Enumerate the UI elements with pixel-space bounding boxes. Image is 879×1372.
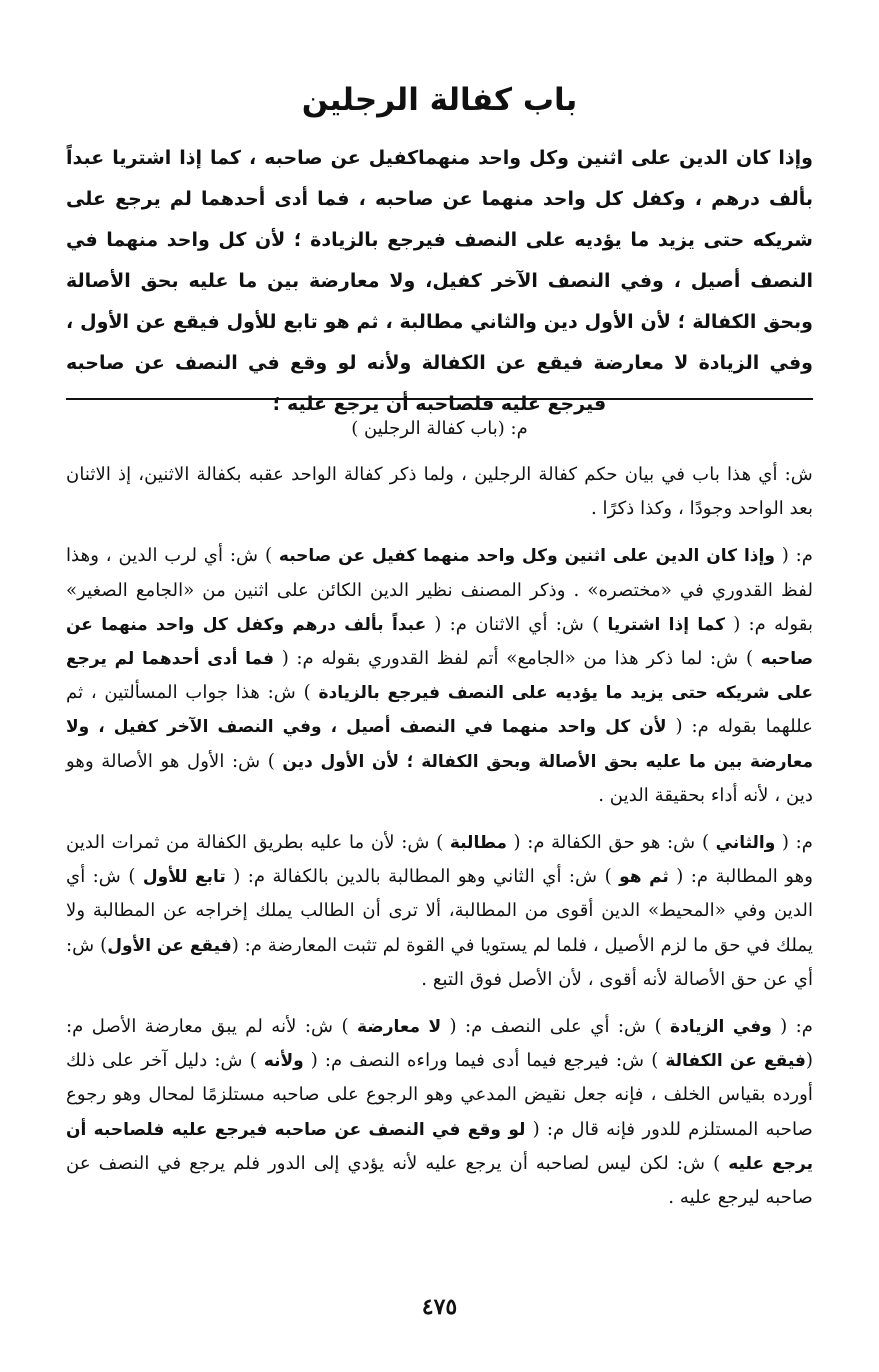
commentary-segment: ) ش: أي الدين وفي «المحيط» الدين أقوى من المطالبة، ألا ترى أن الطالب يملك إخراجه عن المطالبة ولا يملك في حق ما لزم الأصيل ، فلما لم يستويا في القوة لم تثبت المعارضة م: ( <box>66 866 813 956</box>
commentary-segment: م: ( <box>771 1016 813 1038</box>
separator-line <box>66 398 813 400</box>
commentary-segment: ) ش: هذا جواب المسألتين ، ثم عللهما بقوله م: ( <box>66 682 813 738</box>
commentary-segment: ) ش: أي الثاني وهو المطالبة بالدين بالكفالة م: ( <box>225 866 620 888</box>
commentary-segment: ) ش: فيرجع فيما أدى فيما وراءه النصف م: ( <box>303 1050 666 1072</box>
quoted-matn: لو وقع في النصف عن صاحبه فيرجع عليه فلصاحبه أن يرجع عليه <box>66 1119 813 1174</box>
commentary-segment: ) ش: لما ذكر هذا من «الجامع» أتم لفظ القدوري بقوله م: ( <box>274 648 761 670</box>
main-text: وإذا كان الدين على اثنين وكل واحد منهماكفيل عن صاحبه ، كما إذا اشتريا عبداً بألف درهم ، وكفل كل واحد منهما عن صاحبه ، فما أدى أحدهما لم يرجع على شريكه حتى يزيد ما يؤديه على النصف فيرجع بالزيادة ؛ لأن كل واحد منهما في النصف أصيل ، وفي النصف الآخر كفيل، ولا معارضة بين ما عليه بحق الأصالة وبحق الكفالة ؛ لأن الأول دين والثاني مطالبة ، ثم هو تابع للأول فيقع عن الأول ، وفي الزيادة لا معارضة فيقع عن الكفالة ولأنه لو وقع في النصف عن صاحبه فيرجع عليه فلصاحبه أن يرجع عليه ؛ <box>66 147 813 415</box>
commentary-paragraph <box>66 458 813 526</box>
commentary-paragraph <box>66 539 813 813</box>
commentary-segment: ) ش: أي عن حق الأصالة لأنه أقوى ، لأن الأصل فوق التبع . <box>66 934 813 990</box>
quoted-matn: فيقع عن الأول <box>107 935 232 956</box>
commentary-segment: م: ( <box>774 545 813 567</box>
commentary-segment: م: ( <box>775 832 813 854</box>
quoted-matn: لأن كل واحد منهما في النصف أصيل ، وفي النصف الآخر كفيل ، ولا معارضة بين ما عليه بحق الأصالة وبحق الكفالة ؛ لأن الأول دين <box>66 717 813 772</box>
quoted-matn: عبداً بألف درهم وكفل كل واحد منهما عن صاحبه <box>66 614 813 670</box>
page-number: ٤٧٥ <box>421 1294 458 1320</box>
commentary-segment: ) ش: الأول هو الأصالة وهو دين ، لأنه أداء بحقيقة الدين . <box>66 750 813 806</box>
quoted-matn: ولأنه <box>263 1051 304 1072</box>
commentary-segment: ) ش: دليل آخر على ذلك أورده بقياس الخلف ، فإنه جعل نقيض المدعي وهو الرجوع على صاحبه مستلزمًا لمحال وهو رجوع صاحبه المستلزم للدور فإنه قال م: ( <box>66 1050 813 1140</box>
quoted-matn: مطالبة <box>449 833 507 854</box>
commentary-text <box>66 458 813 1228</box>
quoted-matn: كما إذا اشتريا <box>607 614 726 635</box>
quoted-matn: وفي الزيادة <box>670 1017 772 1038</box>
quoted-matn: فيقع عن الكفالة <box>665 1051 806 1072</box>
chapter-title: باب كفالة الرجلين <box>301 82 578 118</box>
quoted-matn: والثاني <box>715 833 776 854</box>
quoted-matn: تابع للأول <box>142 867 226 888</box>
commentary-segment: ) ش: أي على النصف م: ( <box>441 1016 671 1038</box>
commentary-heading: م: (باب كفالة الرجلين ) <box>351 418 528 439</box>
commentary-segment: ) ش: لأنه لم يبق معارضة الأصل م: ( <box>66 1016 814 1072</box>
commentary-paragraph <box>66 826 813 997</box>
commentary-segment: ) ش: لكن ليس لصاحبه أن يرجع عليه لأنه يؤدي إلى الدور فلم يرجع في النصف عن صاحبه ليرجع عليه . <box>66 1152 813 1209</box>
commentary-segment: ) ش: أي الاثنان م: ( <box>426 613 608 635</box>
quoted-matn: لا معارضة <box>356 1017 442 1038</box>
commentary-segment: ) ش: هو حق الكفالة م: ( <box>506 832 716 854</box>
quoted-matn: ثم هو <box>619 867 669 888</box>
commentary-segment: ) ش: لأن ما عليه بطريق الكفالة من ثمرات الدين وهو المطالبة م: ( <box>66 832 814 888</box>
quoted-matn: وإذا كان الدين على اثنين وكل واحد منهما كفيل عن صاحبه <box>278 546 775 567</box>
commentary-paragraph <box>66 1010 813 1215</box>
quoted-matn: فما أدى أحدهما لم يرجع على شريكه حتى يزيد ما يؤديه على النصف فيرجع بالزيادة <box>66 649 813 704</box>
commentary-segment: ش: أي هذا باب في بيان حكم كفالة الرجلين ، ولما ذكر كفالة الواحد عقبه بكفالة الاثنين، إذ الاثنان بعد الواحد وجودًا ، وكذا ذكرًا . <box>66 464 813 520</box>
commentary-segment: ) ش: أي لرب الدين ، وهذا لفظ القدوري في «مختصره» . وذكر المصنف نظير الدين الكائن على اثنين من «الجامع الصغير» بقوله م: ( <box>66 545 814 635</box>
